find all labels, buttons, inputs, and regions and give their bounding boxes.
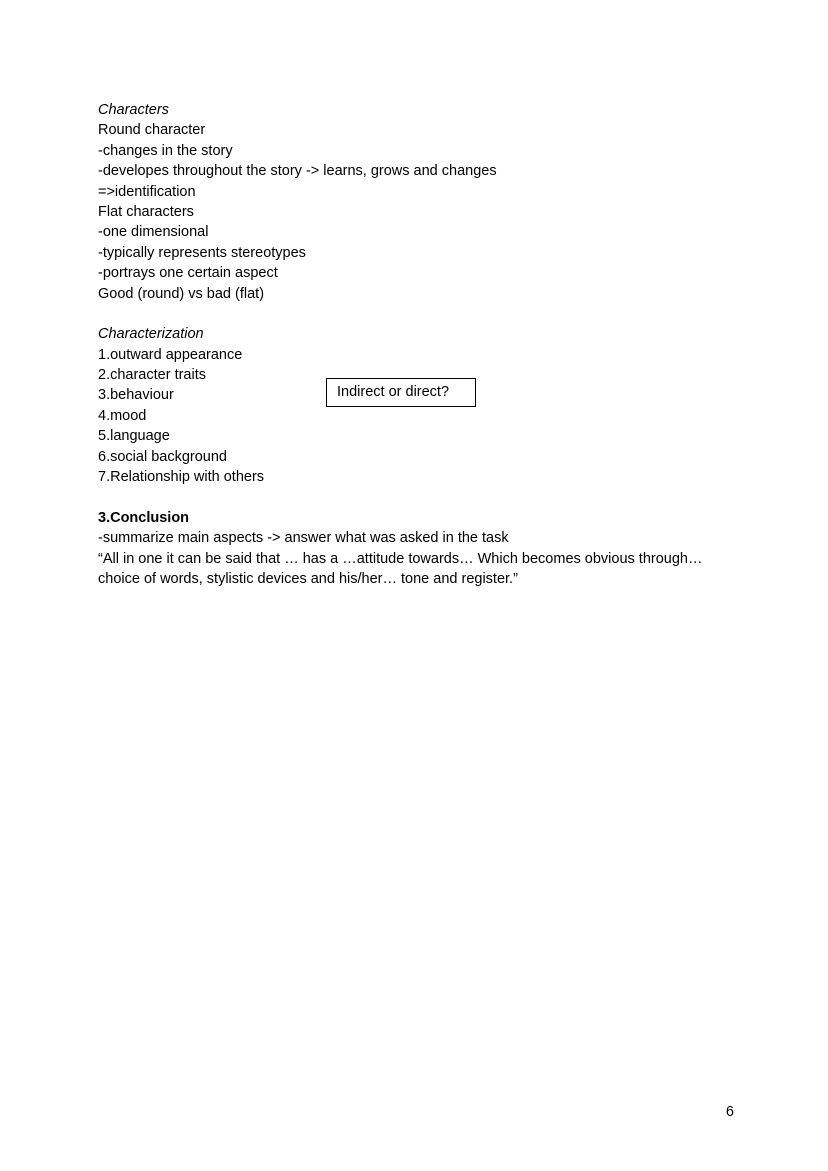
characters-line: -one dimensional <box>98 224 209 241</box>
characters-line: =>identification <box>98 183 196 200</box>
characterization-item: 2.character traits <box>98 367 206 384</box>
conclusion-quote-line: “All in one it can be said that … has a …attitude towards… Which becomes obvious through… <box>98 550 703 567</box>
characters-line: -changes in the story <box>98 142 233 159</box>
characters-line: Good (round) vs bad (flat) <box>98 285 265 302</box>
characterization-heading: Characterization <box>98 326 204 343</box>
characterization-item: 5.language <box>98 428 170 445</box>
characterization-item: 1.outward appearance <box>98 346 243 363</box>
page-number: 6 <box>725 1104 734 1120</box>
conclusion-quote-line: choice of words, stylistic devices and his/her… tone and register.” <box>98 570 518 587</box>
characterization-item: 7.Relationship with others <box>98 469 265 486</box>
section-spacer <box>98 304 748 324</box>
conclusion-line: -summarize main aspects -> answer what was asked in the task <box>98 530 509 547</box>
characters-line: Round character <box>98 122 206 139</box>
page-content <box>98 100 748 589</box>
characterization-item: 6.social background <box>98 448 227 465</box>
conclusion-heading: 3.Conclusion <box>98 509 190 526</box>
conclusion-section <box>98 508 748 590</box>
characters-section <box>98 100 748 304</box>
characterization-item: 3.behaviour <box>98 387 174 404</box>
characters-line: -portrays one certain aspect <box>98 265 278 282</box>
characters-line: -developes throughout the story -> learns, grows and changes <box>98 163 497 180</box>
section-spacer <box>98 487 748 507</box>
characters-heading: Characters <box>98 102 169 118</box>
characters-line: -typically represents stereotypes <box>98 244 306 261</box>
indirect-or-direct-callout-box: Indirect or direct? <box>326 378 476 407</box>
characters-line: Flat characters <box>98 203 194 220</box>
characterization-item: 4.mood <box>98 407 147 424</box>
